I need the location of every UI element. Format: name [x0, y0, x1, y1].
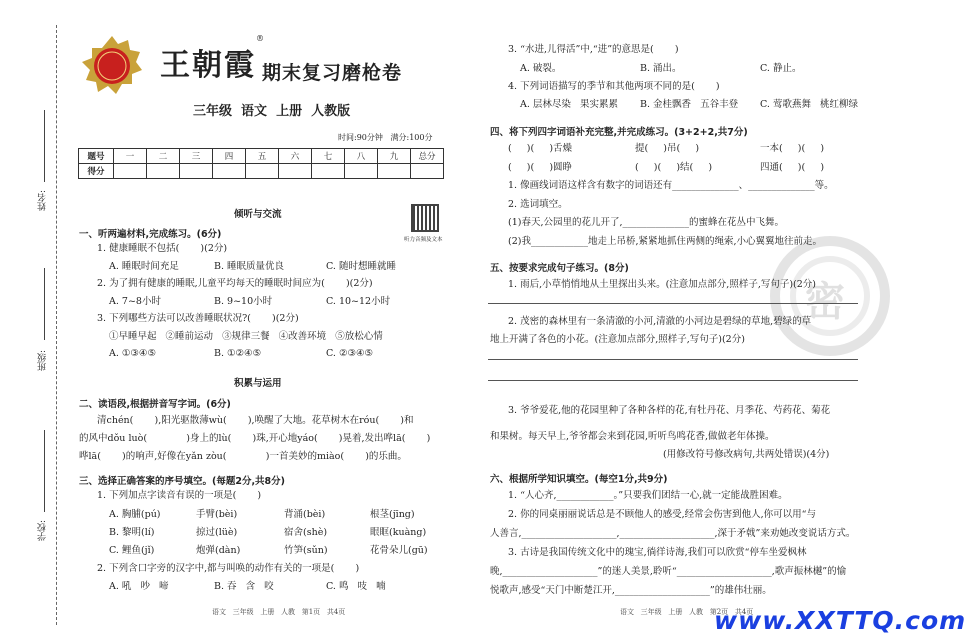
- right-footer: 语文 三年级 上册 人教 第2页 共4页: [620, 608, 754, 616]
- s3-q2-opt-a: A. 吼 吵 啼: [109, 581, 169, 592]
- s5-q2-line1: 2. 茂密的森林里有一条清澈的小河,清澈的小河边是碧绿的草地,碧绿的草: [508, 316, 812, 327]
- brand-watermark[interactable]: www.XXTTQ.com: [714, 606, 966, 635]
- s4-r2-c2: ( )( )结( ): [635, 162, 713, 173]
- section5-title: 五、按要求完成句子练习。(8分): [490, 263, 629, 274]
- s1-q2: 2. 为了拥有健康的睡眠,儿童平均每天的睡眠时间应为( )(2分): [97, 278, 373, 289]
- s3-q3: 3. “水进,儿得活”中,“进”的意思是( ): [508, 44, 679, 55]
- s1-q1: 1. 健康睡眠不包括( )(2分): [97, 243, 228, 254]
- s1-q1-opt-a: A. 睡眠时间充足: [109, 261, 179, 272]
- score-header-cell: 七: [312, 149, 345, 164]
- qr-code-icon[interactable]: [411, 204, 439, 232]
- s6-q3-line1: 3. 古诗是我国传统文化中的瑰宝,徜徉诗海,我们可以欣赏“停车坐爱枫林: [508, 547, 807, 558]
- s3-q3-opt-c: C. 静止。: [760, 63, 802, 74]
- score-cell[interactable]: [246, 164, 279, 179]
- s3-q1-c4: 花骨朵儿(gū): [370, 545, 428, 556]
- subtitle: 三年级 语文 上册 人教版: [193, 104, 351, 119]
- school-label: 学校:: [38, 520, 48, 542]
- s1-q2-opt-a: A. 7~8小时: [109, 296, 161, 307]
- s5-q3-line2: 和果树。每天早上,爷爷都会来到花园,听听鸟鸣花香,做做老年体操。: [490, 431, 775, 442]
- s1-q3: 3. 下列哪些方法可以改善睡眠状况?( )(2分): [97, 313, 299, 324]
- answer-line[interactable]: [488, 359, 858, 360]
- section6-title: 六、根据所学知识填空。(每空1分,共9分): [490, 474, 668, 485]
- logo-badge-icon: [80, 34, 144, 98]
- score-cell[interactable]: [411, 164, 444, 179]
- s4-r1-c2: 提( )吊( ): [635, 143, 700, 154]
- s6-q2-line1: 2. 你的同桌丽丽说话总是不顾他人的感受,经常会伤害到他人,你可以用“与: [508, 509, 816, 520]
- s3-q1-a1: A. 胸脯(pú): [109, 509, 161, 520]
- name-line: [44, 110, 45, 182]
- logo-brand-text: 王朝霞: [160, 48, 256, 83]
- s4-q2: 2. 选词填空。: [508, 199, 568, 210]
- score-cell[interactable]: [312, 164, 345, 179]
- s3-q1-b4: 眼眶(kuàng): [370, 527, 427, 538]
- s4-r1-c1: ( )( )舌燥: [508, 143, 573, 154]
- s3-q3-opt-b: B. 涌出。: [640, 63, 682, 74]
- name-label: 姓名:: [38, 190, 48, 212]
- s6-q3-line2: 晚,____________________”的迷人美景,聆听“____________________,歌声振林樾”的愉: [490, 566, 847, 577]
- s5-q3-line3: (用修改符号修改病句,共两处错误)(4分): [663, 449, 830, 460]
- section1-title: 一、听两遍材料,完成练习。(6分): [79, 229, 222, 240]
- s4-q2-b: (2)我____________地走上吊桥,紧紧地抓住两侧的绳索,小心翼翼地往前走。: [508, 236, 822, 247]
- s1-q2-opt-c: C. 10~12小时: [326, 296, 391, 307]
- s3-q1-a4: 根茎(jīng): [370, 509, 415, 520]
- s3-q2-opt-b: B. 吞 含 咬: [214, 581, 274, 592]
- s3-q1-c3: 竹笋(sǔn): [284, 545, 328, 556]
- s1-q3-opt-a: A. ①③④⑤: [109, 348, 156, 359]
- s3-q4-opt-c: C. 莺歌燕舞 桃红柳绿: [760, 99, 859, 110]
- score-header-cell: 四: [213, 149, 246, 164]
- page-title: 期末复习磨枪卷: [262, 62, 403, 84]
- s3-q1-a3: 背涌(bèi): [284, 509, 326, 520]
- s3-q4-opt-a: A. 层林尽染 果实累累: [520, 99, 618, 110]
- time-info: 时间:90分钟 满分:100分: [338, 133, 433, 142]
- s5-q3-line1: 3. 爷爷爱花,他的花园里种了各种各样的花,有牡丹花、月季花、芍药花、菊花: [508, 405, 831, 416]
- s6-q3-line3: 悦歌声,感受“天门中断楚江开,____________________”的雄伟壮丽。: [490, 585, 772, 596]
- score-cell[interactable]: [345, 164, 378, 179]
- s1-q1-opt-c: C. 随时想睡就睡: [326, 261, 396, 272]
- s3-q4-opt-b: B. 金桂飘香 五谷丰登: [640, 99, 739, 110]
- s4-r2-c3: 四通( )( ): [760, 162, 825, 173]
- s6-q2-line2: 人善言,____________________,____________________,深于矛戟”来劝她改变说话方式。: [490, 528, 856, 539]
- score-cell[interactable]: [147, 164, 180, 179]
- part2-title: 积累与运用: [234, 378, 282, 389]
- s2-line1: 清chén( ),阳光驱散薄wù( ),唤醒了大地。花草树木在róu( )和: [97, 415, 414, 426]
- s1-q3-opt-c: C. ②③④⑤: [326, 348, 374, 359]
- score-header-cell: 九: [378, 149, 411, 164]
- s5-q1: 1. 雨后,小草悄悄地从土里探出头来。(注意加点部分,照样子,写句子)(2分): [508, 279, 817, 290]
- s2-line2: 的风中dǒu luò( )身上的lù( )珠,开心地yáo( )晃着,发出哗lā( ): [79, 433, 431, 444]
- s4-q2-a: (1)春天,公园里的花儿开了,______________的蜜蜂在花丛中飞舞。: [508, 217, 784, 228]
- binding-line: [56, 25, 57, 625]
- answer-line[interactable]: [488, 303, 858, 304]
- s4-r2-c1: ( )( )圆睁: [508, 162, 573, 173]
- s1-q3-items: ①早睡早起 ②睡前运动 ③规律三餐 ④改善环境 ⑤放松心情: [109, 331, 383, 342]
- score-header-cell: 一: [114, 149, 147, 164]
- s3-q1-b1: B. 黎明(lí): [109, 527, 155, 538]
- s3-q3-opt-a: A. 破裂。: [520, 63, 562, 74]
- s3-q1-b2: 掠过(lüè): [196, 527, 238, 538]
- s4-q1: 1. 像画线词语这样含有数字的词语还有______________、______________等。: [508, 180, 834, 191]
- score-header-cell: 八: [345, 149, 378, 164]
- s3-q1-a2: 手臂(bèi): [196, 509, 238, 520]
- s3-q1: 1. 下列加点字读音有误的一项是( ): [97, 490, 262, 501]
- score-cell[interactable]: [114, 164, 147, 179]
- school-line: [44, 430, 45, 512]
- section4-title: 四、将下列四字词语补充完整,并完成练习。(3+2+2,共7分): [490, 127, 748, 138]
- score-header-cell: 五: [246, 149, 279, 164]
- score-header-cell: 六: [279, 149, 312, 164]
- qr-caption: 听力音频及文本: [404, 237, 443, 243]
- registered-mark: ®: [256, 34, 264, 43]
- s3-q1-b3: 宿舍(shè): [284, 527, 328, 538]
- watermark-text: 密: [805, 279, 845, 325]
- left-footer: 语文 三年级 上册 人教 第1页 共4页: [212, 608, 346, 616]
- class-label: 班级:: [38, 350, 48, 372]
- class-line: [44, 268, 45, 340]
- s4-r1-c3: 一本( )( ): [760, 143, 825, 154]
- s3-q2: 2. 下列含口字旁的汉字中,都与叫唤的动作有关的一项是( ): [97, 563, 360, 574]
- s6-q1: 1. “人心齐,____________。”只要我们团结一心,就一定能战胜困难。: [508, 490, 788, 501]
- score-table: [78, 148, 444, 179]
- section2-title: 二、读语段,根据拼音写字词。(6分): [79, 399, 231, 410]
- score-cell[interactable]: [378, 164, 411, 179]
- s3-q1-c2: 炮弹(dàn): [196, 545, 241, 556]
- s3-q4: 4. 下列词语描写的季节和其他两项不同的是( ): [508, 81, 720, 92]
- score-cell[interactable]: [279, 164, 312, 179]
- score-header-cell: 题号: [79, 149, 114, 164]
- s1-q3-opt-b: B. ①②④⑤: [214, 348, 262, 359]
- score-header-cell: 二: [147, 149, 180, 164]
- s2-line3: 哗lā( )的响声,好像在yǎn zòu( )一首美妙的miào( )的乐曲。: [79, 451, 407, 462]
- s1-q1-opt-b: B. 睡眠质量优良: [214, 261, 285, 272]
- answer-line[interactable]: [488, 380, 858, 381]
- score-header-cell: 三: [180, 149, 213, 164]
- s5-q2-line2: 地上开满了各色的小花。(注意加点部分,照样子,写句子)(2分): [490, 334, 745, 345]
- score-cell[interactable]: [213, 164, 246, 179]
- score-row-label: 得分: [79, 164, 114, 179]
- s3-q1-c1: C. 鲤鱼(jǐ): [109, 545, 155, 556]
- part1-title: 倾听与交流: [234, 209, 282, 220]
- score-cell[interactable]: [180, 164, 213, 179]
- score-header-cell: 总分: [411, 149, 444, 164]
- s1-q2-opt-b: B. 9~10小时: [214, 296, 273, 307]
- s3-q2-opt-c: C. 鸣 吱 喃: [326, 581, 386, 592]
- section3-title: 三、选择正确答案的序号填空。(每题2分,共8分): [79, 476, 286, 487]
